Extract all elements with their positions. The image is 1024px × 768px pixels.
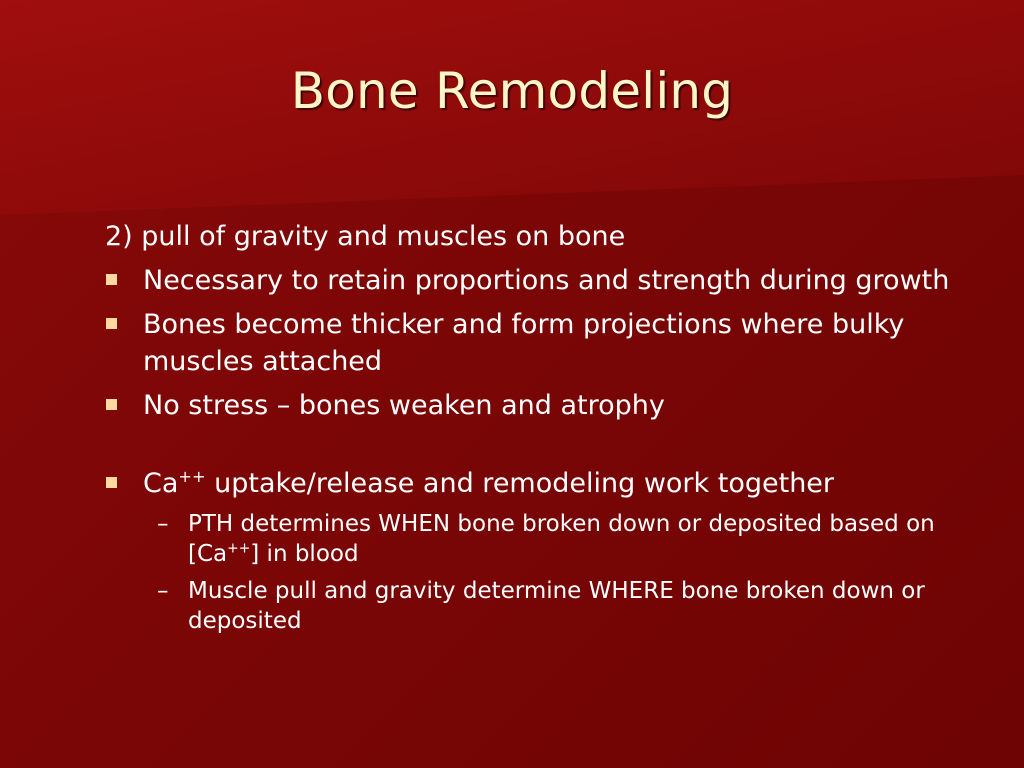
bullet-item-calcium <box>105 465 985 502</box>
slide-title: Bone Remodeling <box>290 62 734 120</box>
bullet-text: Necessary to retain proportions and strength during growth <box>143 265 950 296</box>
intro-line: 2) pull of gravity and muscles on bone <box>105 221 626 252</box>
sub-text: Muscle pull and gravity determine WHERE bone broken down or deposited <box>188 578 925 634</box>
ca-prefix: Ca <box>143 468 179 499</box>
sub-superscript: ++ <box>227 540 251 557</box>
dash-bullet: – <box>157 578 169 604</box>
sub-text-post: ] in blood <box>250 541 359 567</box>
ca-superscript: ++ <box>178 467 206 486</box>
slide-body <box>105 218 985 636</box>
dash-bullet: – <box>157 511 169 537</box>
sub-bullet-item <box>105 509 985 569</box>
bullet-text: No stress – bones weaken and atrophy <box>143 390 665 421</box>
ca-rest: uptake/release and remodeling work together <box>205 468 835 499</box>
square-bullet-icon <box>106 274 117 285</box>
bullet-item <box>105 306 985 380</box>
sub-bullet-item <box>105 576 985 636</box>
bullet-text: Bones become thicker and form projections where bulky muscles attached <box>143 309 905 377</box>
bullet-item <box>105 387 985 424</box>
sub-text-pre: PTH determines WHEN bone broken down or deposited based on [Ca <box>188 511 935 567</box>
square-bullet-icon <box>106 477 117 488</box>
bullet-item <box>105 262 985 299</box>
square-bullet-icon <box>106 399 117 410</box>
square-bullet-icon <box>106 318 117 329</box>
